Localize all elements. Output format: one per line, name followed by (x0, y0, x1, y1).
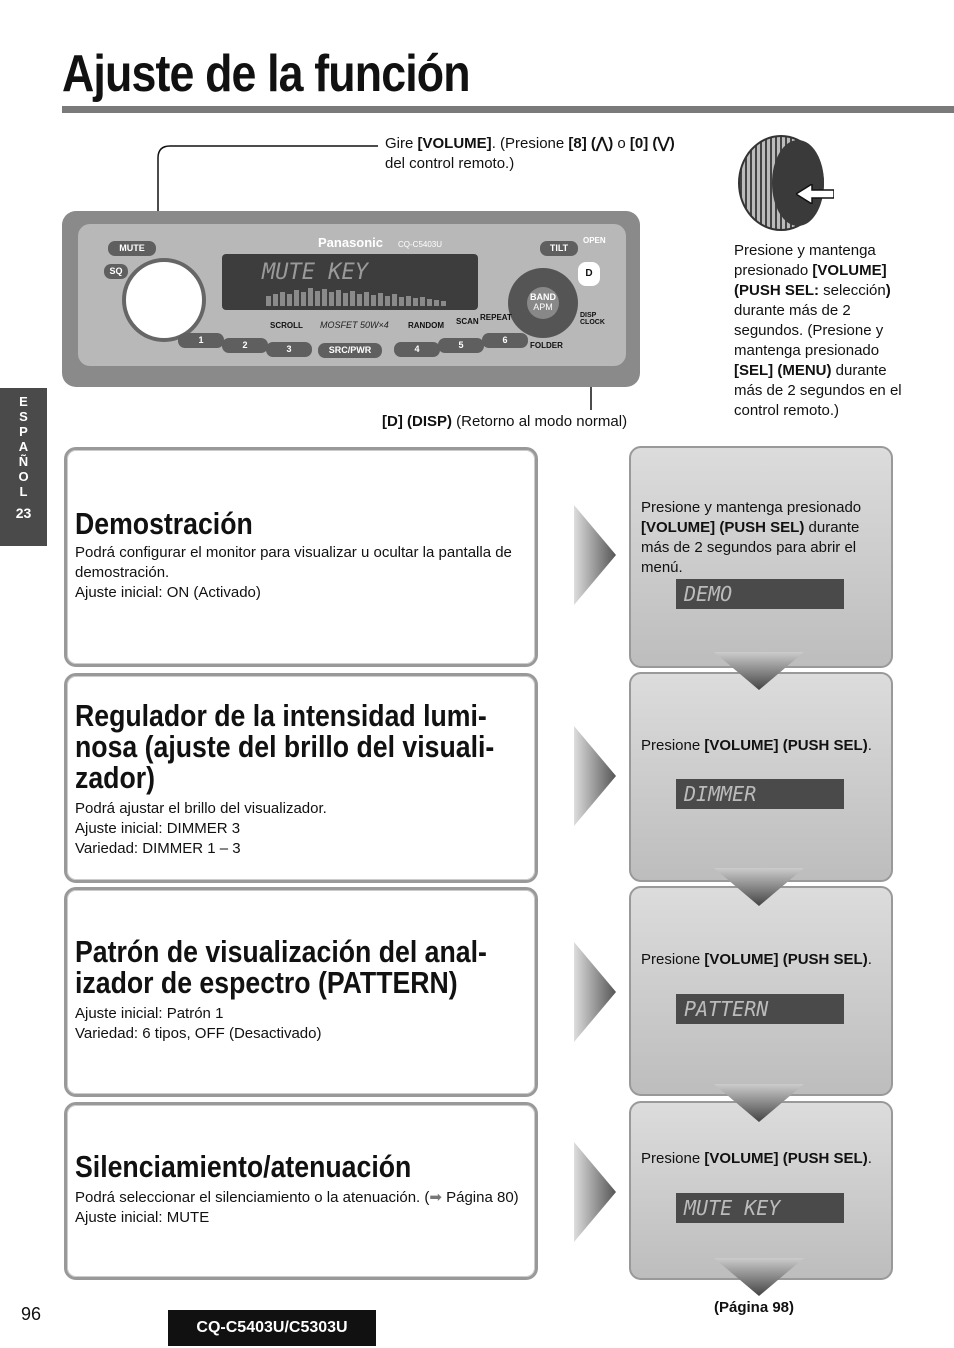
section-demo (64, 447, 538, 667)
tab-letter: S (19, 409, 28, 424)
display-dimmer: DIMMER (676, 779, 844, 809)
section-text: Ajuste inicial: Patrón 1 (75, 1005, 224, 1022)
page-title: Ajuste de la función (62, 45, 470, 103)
step-demo (629, 446, 893, 668)
step-mute (629, 1101, 893, 1280)
step-dimmer (629, 672, 893, 882)
section-text: Podrá seleccionar el silenciamiento o la atenuación. (➡ Página 80) (75, 1189, 519, 1206)
radio-lcd: MUTE KEY (222, 254, 478, 310)
chevron-down-icon (714, 1084, 804, 1122)
preset-2-button[interactable]: 2 (222, 338, 268, 353)
page-number: 96 (21, 1304, 42, 1324)
section-heading: Demostración (75, 506, 253, 541)
tab-letter: O (18, 469, 29, 484)
tab-letter: Ñ (18, 454, 29, 469)
mute-button[interactable]: MUTE (108, 241, 156, 256)
power-label: MOSFET 50W×4 (320, 320, 389, 330)
chevron-right-icon (574, 505, 616, 605)
chevron-down-icon (714, 652, 804, 690)
section-text: Ajuste inicial: DIMMER 3 (75, 820, 241, 837)
page-reference: (Página 98) (714, 1299, 795, 1316)
chevron-right-icon (574, 726, 616, 826)
tab-letter: A (18, 439, 29, 454)
chevron-right-icon (574, 1142, 616, 1242)
spectrum-bars (266, 288, 466, 306)
chevron-down-icon (714, 1258, 804, 1296)
chevron-right-icon (574, 942, 616, 1042)
display-pattern: PATTERN (676, 994, 844, 1024)
push-arrow-icon (796, 184, 834, 204)
section-text: Ajuste inicial: ON (Activado) (75, 584, 261, 601)
model-badge: CQ-C5403U/C5303U (168, 1310, 376, 1346)
section-pattern (64, 887, 538, 1097)
tab-letter: P (19, 424, 28, 439)
section-dimmer (64, 673, 538, 883)
display-mute-key: MUTE KEY (676, 1193, 844, 1223)
step-instruction: Presione y mantenga presionado [VOLUME] (PUSH SEL) durante más de 2 segundos para abrir el menú. (641, 499, 862, 576)
sq-button[interactable]: SQ (104, 264, 128, 279)
tilt-button[interactable]: TILT (540, 241, 578, 256)
section-heading: Regulador de la intensidad lumi- nosa (ajuste del brillo del visuali- zador) (75, 698, 495, 795)
src-pwr-button[interactable]: SRC/PWR (318, 343, 382, 358)
model-label: CQ-C5403U (398, 240, 443, 249)
disp-clock-label: DISP CLOCK (580, 312, 605, 326)
arrow-right-icon: ➡ (429, 1189, 442, 1206)
scroll-label: SCROLL (270, 321, 303, 330)
open-button[interactable]: OPEN (583, 236, 606, 245)
section-heading: Patrón de visualización del anal- izador de espectro (PATTERN) (75, 934, 487, 1000)
step-instruction: Presione [VOLUME] (PUSH SEL). (641, 951, 872, 968)
step-instruction: Presione [VOLUME] (PUSH SEL). (641, 737, 872, 754)
volume-knob-cap (772, 140, 824, 226)
preset-1-button[interactable]: 1 (178, 333, 224, 348)
folder-label: FOLDER (530, 341, 563, 350)
preset-5-button[interactable]: 5 (438, 338, 484, 353)
scan-label: SCAN (456, 317, 479, 326)
section-text: Variedad: 6 tipos, OFF (Desactivado) (75, 1025, 322, 1042)
section-text: Podrá configurar el monitor para visualizar u ocultar la pantalla de demostración. (75, 544, 512, 581)
section-text: Variedad: DIMMER 1 – 3 (75, 840, 241, 857)
tab-number: 23 (15, 505, 32, 521)
tab-letter: L (19, 484, 28, 499)
display-demo: DEMO (676, 579, 844, 609)
section-heading: Silenciamiento/atenuación (75, 1149, 412, 1184)
disp-callout: [D] (DISP) (Retorno al modo normal) (382, 413, 628, 430)
section-text: Podrá ajustar el brillo del visualizador. (75, 800, 327, 817)
repeat-label: REPEAT (480, 313, 512, 322)
volume-knob[interactable] (122, 258, 206, 342)
chevron-down-icon (714, 868, 804, 906)
random-label: RANDOM (408, 321, 444, 330)
tab-letter: E (19, 394, 28, 409)
preset-3-button[interactable]: 3 (266, 342, 312, 357)
step-pattern (629, 886, 893, 1096)
section-mute (64, 1102, 538, 1280)
push-sel-callout: Presione y mantenga presionado [VOLUME] (PUSH SEL: selección) durante más de 2 segundos. (Presione y mantenga presionado [SEL] (MENU) durante más de 2 segundos en el control remoto.) (734, 242, 902, 419)
section-text: Ajuste inicial: MUTE (75, 1209, 210, 1226)
step-instruction: Presione [VOLUME] (PUSH SEL). (641, 1150, 872, 1167)
brand-logo: Panasonic (318, 235, 384, 250)
volume-callout: Gire [VOLUME]. (Presione [8] (⋀) o [0] (⋁) del control remoto.) (385, 135, 675, 172)
band-button[interactable]: BAND APM (527, 287, 559, 319)
d-disp-button[interactable]: D (578, 262, 600, 286)
preset-4-button[interactable]: 4 (394, 342, 440, 357)
preset-6-button[interactable]: 6 (482, 333, 528, 348)
